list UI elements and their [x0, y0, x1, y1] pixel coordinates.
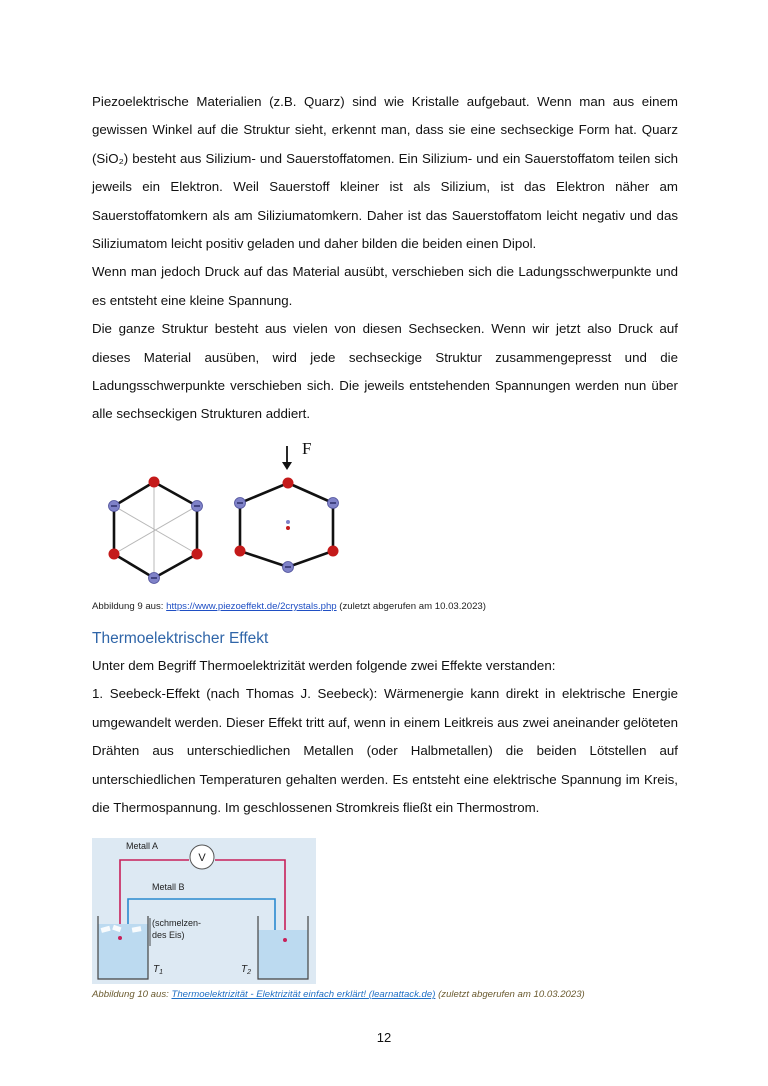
- figure-9-caption: [92, 600, 486, 614]
- metal-a-label: Metall A: [126, 841, 159, 851]
- oxygen-atom: [149, 573, 160, 584]
- positive-charge-center: [286, 526, 290, 530]
- caption-suffix: (zuletzt abgerufen am 10.03.2023): [435, 989, 585, 1000]
- paragraph: Piezoelektrische Materialien (z.B. Quarz) sind wie Kristalle aufgebaut. Wenn man aus einem gewissen Winkel auf die Struktur sieht, erkennt man, dass sie eine sechseckige Form hat. Quarz (SiO₂) besteht aus Silizium- und Sauerstoffatomen. Ein Silizium- und ein Sauerstoffatom teilen sich jeweils ein Elektron. Weil Sauerstoff kleiner ist als Silizium, ist das Elektron näher am Sauerstoffatomkern als am Siliziumatomkern. Daher ist das Sauerstoffatom leicht negativ und das Siliziumatom leicht positiv geladen und daher bilden die beiden einen Dipol.: [92, 94, 678, 252]
- voltmeter-icon: [190, 845, 214, 869]
- negative-charge-center: [286, 520, 290, 524]
- force-arrow: [282, 440, 311, 470]
- force-label: F: [302, 440, 312, 458]
- figure-9-source-link[interactable]: https://www.piezoeffekt.de/2crystals.php: [166, 601, 337, 612]
- silicon-atom: [328, 546, 339, 557]
- oxygen-atom: [109, 501, 120, 512]
- oxygen-atom: [328, 498, 339, 509]
- paragraph: Wenn man jedoch Druck auf das Material ausübt, verschieben sich die Ladungsschwerpunkte und es entsteht eine kleine Spannung.: [92, 264, 678, 308]
- ice-label-line2: des Eis): [152, 930, 185, 940]
- metal-b-label: Metall B: [152, 882, 185, 892]
- page-number: 12: [376, 1030, 392, 1045]
- caption-suffix: (zuletzt abgerufen am 10.03.2023): [336, 601, 486, 612]
- figure-10-source-link[interactable]: Thermoelektrizität - Elektrizität einfach erklärt! (learnattack.de): [171, 989, 436, 1000]
- oxygen-atom: [235, 498, 246, 509]
- silicon-atom: [283, 478, 294, 489]
- quartz-hexagon-figure: [96, 440, 356, 590]
- t2-label: $T_2$: [241, 964, 252, 976]
- figure-10-caption: [92, 988, 585, 1002]
- silicon-atom: [149, 477, 160, 488]
- silicon-atom: [109, 549, 120, 560]
- section-heading: Thermoelektrischer Effekt: [92, 630, 269, 647]
- hexagon-compressed: [235, 478, 339, 573]
- oxygen-atom: [283, 562, 294, 573]
- caption-prefix: Abbildung 10 aus:: [92, 989, 172, 1000]
- thermocouple-figure: [92, 838, 316, 984]
- ice-label-line1: (schmelzen-: [152, 918, 202, 928]
- body-text-thermo: [92, 652, 678, 822]
- oxygen-atom: [192, 501, 203, 512]
- paragraph: Die ganze Struktur besteht aus vielen von diesen Sechsecken. Wenn wir jetzt also Druck auf dieses Material ausüben, wird jede sechseckige Struktur zusammengepresst und die Ladungsschwerpunkte verschieben sich. Die jeweils entstehenden Spannungen werden nun über alle sechseckigen Strukturen addiert.: [92, 321, 678, 422]
- paragraph: 1. Seebeck-Effekt (nach Thomas J. Seebeck): Wärmenergie kann direkt in elektrische Energie umgewandelt werden. Dieser Effekt tritt auf, wenn in einem Leitkreis aus zwei aneinander gelöteten Drähten aus unterschiedlichen Metallen (oder Halbmetallen) die beiden Lötstellen auf unterschiedlichen Temperaturen gehalten werden. Es entsteht eine elektrische Spannung im Kreis, die Thermospannung. Im geschlossenen Stromkreis fließt ein Thermostrom.: [92, 686, 678, 816]
- hexagon-relaxed: [109, 477, 203, 584]
- silicon-atom: [192, 549, 203, 560]
- caption-prefix: Abbildung 9 aus:: [92, 601, 167, 612]
- left-beaker: [98, 916, 148, 979]
- silicon-atom: [235, 546, 246, 557]
- voltmeter-label: V: [198, 852, 206, 864]
- t1-label: $T_1$: [153, 964, 164, 976]
- body-text-piezo: [92, 88, 678, 429]
- paragraph: Unter dem Begriff Thermoelektrizität werden folgende zwei Effekte verstanden:: [92, 658, 556, 673]
